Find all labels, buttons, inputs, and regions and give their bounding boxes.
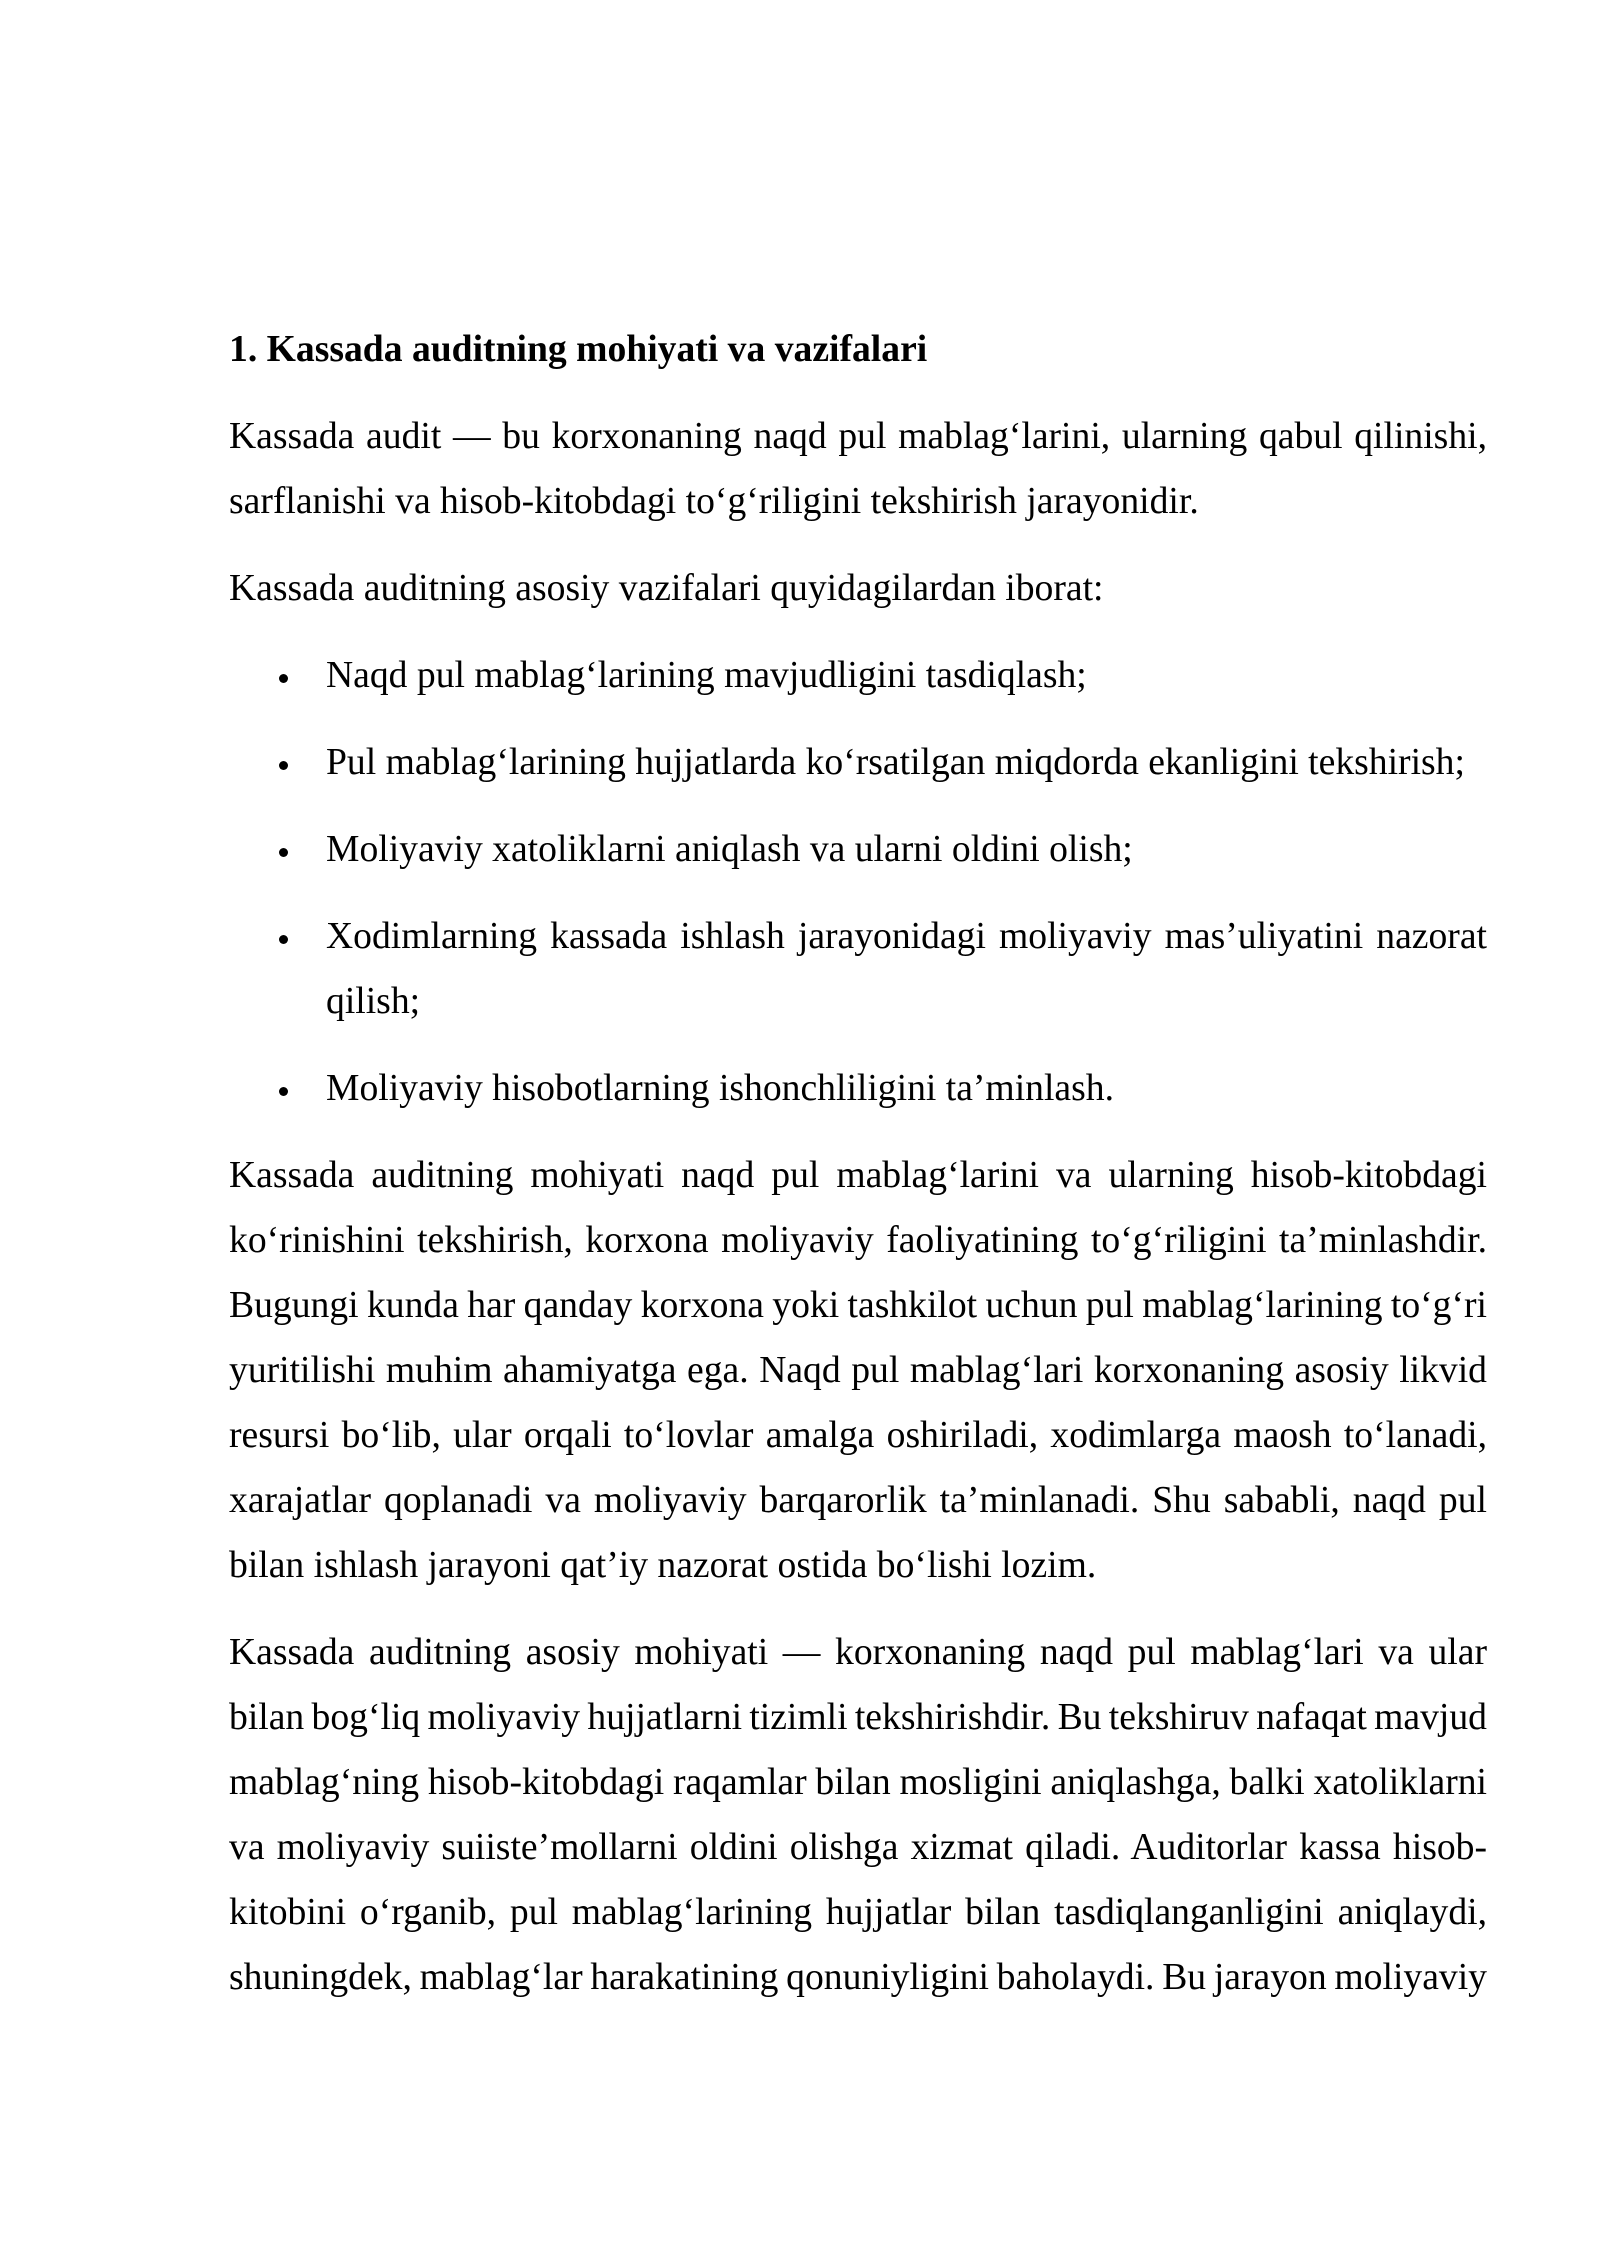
line-text: xarajatlar qoplanadi va moliyaviy barqarorlik ta’minlanadi. Shu sababli, naqd pul: [229, 1479, 1487, 1521]
paragraph-line: [229, 1533, 1487, 1598]
line-text: va moliyaviy suiiste’mollarni oldini olishga xizmat qiladi. Auditorlar kassa hisob-: [229, 1826, 1487, 1868]
paragraph-line: [229, 1273, 1487, 1338]
list-item: [229, 730, 1487, 795]
bullet-icon: [279, 848, 288, 857]
heading-text: 1. Kassada auditning mohiyati va vazifalari: [229, 328, 928, 370]
paragraph-line: [229, 1750, 1487, 1815]
document-page: [229, 317, 1487, 2032]
line-text: mablag‘ning hisob-kitobdagi raqamlar bilan mosligini aniqlashga, balki xatoliklarni: [229, 1761, 1487, 1803]
list-item: [229, 1056, 1487, 1121]
list-item-line: [326, 1056, 1487, 1121]
paragraph-line: [229, 404, 1487, 469]
heading-line: [229, 317, 1487, 382]
line-text: sarflanishi va hisob-kitobdagi to‘g‘riligini tekshirish jarayonidir.: [229, 480, 1199, 522]
intro-paragraph: [229, 404, 1487, 534]
paragraph-line: [229, 1685, 1487, 1750]
body-paragraph: [229, 1143, 1487, 1598]
section-heading: [229, 317, 1487, 382]
tasks-intro-paragraph: [229, 556, 1487, 621]
bullet-icon: [279, 674, 288, 683]
line-text: Kassada auditning asosiy vazifalari quyidagilardan iborat:: [229, 567, 1104, 609]
paragraph-line: [229, 1208, 1487, 1273]
line-text: Moliyaviy hisobotlarning ishonchliligini ta’minlash.: [326, 1067, 1114, 1109]
body-paragraph: [229, 1620, 1487, 2010]
list-item-line: [326, 643, 1487, 708]
paragraph-line: [229, 556, 1487, 621]
bullet-icon: [279, 935, 288, 944]
bullet-icon: [279, 761, 288, 770]
bullet-list: [229, 643, 1487, 1121]
line-text: Pul mablag‘larining hujjatlarda ko‘rsatilgan miqdorda ekanligini tekshirish;: [326, 741, 1465, 783]
line-text: bilan ishlash jarayoni qat’iy nazorat ostida bo‘lishi lozim.: [229, 1544, 1097, 1586]
line-text: Kassada auditning mohiyati naqd pul mablag‘larini va ularning hisob-kitobdagi: [229, 1154, 1487, 1196]
paragraph-line: [229, 1403, 1487, 1468]
line-text: shuningdek, mablag‘lar harakatining qonuniyligini baholaydi. Bu jarayon moliyaviy: [229, 1956, 1487, 1998]
paragraph-line: [229, 1880, 1487, 1945]
paragraph-line: [229, 1945, 1487, 2010]
list-item-line: [326, 817, 1487, 882]
paragraph-line: [229, 1468, 1487, 1533]
line-text: Kassada audit — bu korxonaning naqd pul mablag‘larini, ularning qabul qilinishi,: [229, 415, 1487, 457]
line-text: Moliyaviy xatoliklarni aniqlash va ularni oldini olish;: [326, 828, 1133, 870]
list-item: [229, 817, 1487, 882]
list-item-line: [326, 730, 1487, 795]
list-item-line: [326, 904, 1487, 969]
paragraph-line: [229, 1815, 1487, 1880]
list-item: [229, 643, 1487, 708]
paragraph-line: [229, 1338, 1487, 1403]
line-text: Naqd pul mablag‘larining mavjudligini tasdiqlash;: [326, 654, 1087, 696]
line-text: resursi bo‘lib, ular orqali to‘lovlar amalga oshiriladi, xodimlarga maosh to‘lanadi,: [229, 1414, 1487, 1456]
paragraph-line: [229, 469, 1487, 534]
line-text: yuritilishi muhim ahamiyatga ega. Naqd pul mablag‘lari korxonaning asosiy likvid: [229, 1349, 1487, 1391]
bullet-icon: [279, 1087, 288, 1096]
line-text: ko‘rinishini tekshirish, korxona moliyaviy faoliyatining to‘g‘riligini ta’minlashdir.: [229, 1219, 1487, 1261]
line-text: Bugungi kunda har qanday korxona yoki tashkilot uchun pul mablag‘larining to‘g‘ri: [229, 1284, 1487, 1326]
line-text: kitobini o‘rganib, pul mablag‘larining hujjatlar bilan tasdiqlanganligini aniqlaydi,: [229, 1891, 1487, 1933]
list-item: [229, 904, 1487, 1034]
paragraph-line: [229, 1143, 1487, 1208]
line-text: bilan bog‘liq moliyaviy hujjatlarni tizimli tekshirishdir. Bu tekshiruv nafaqat mavjud: [229, 1696, 1487, 1738]
paragraph-line: [229, 1620, 1487, 1685]
line-text: qilish;: [326, 980, 421, 1022]
list-item-line: [326, 969, 1487, 1034]
line-text: Kassada auditning asosiy mohiyati — korxonaning naqd pul mablag‘lari va ular: [229, 1631, 1487, 1673]
line-text: Xodimlarning kassada ishlash jarayonidagi moliyaviy mas’uliyatini nazorat: [326, 915, 1487, 957]
